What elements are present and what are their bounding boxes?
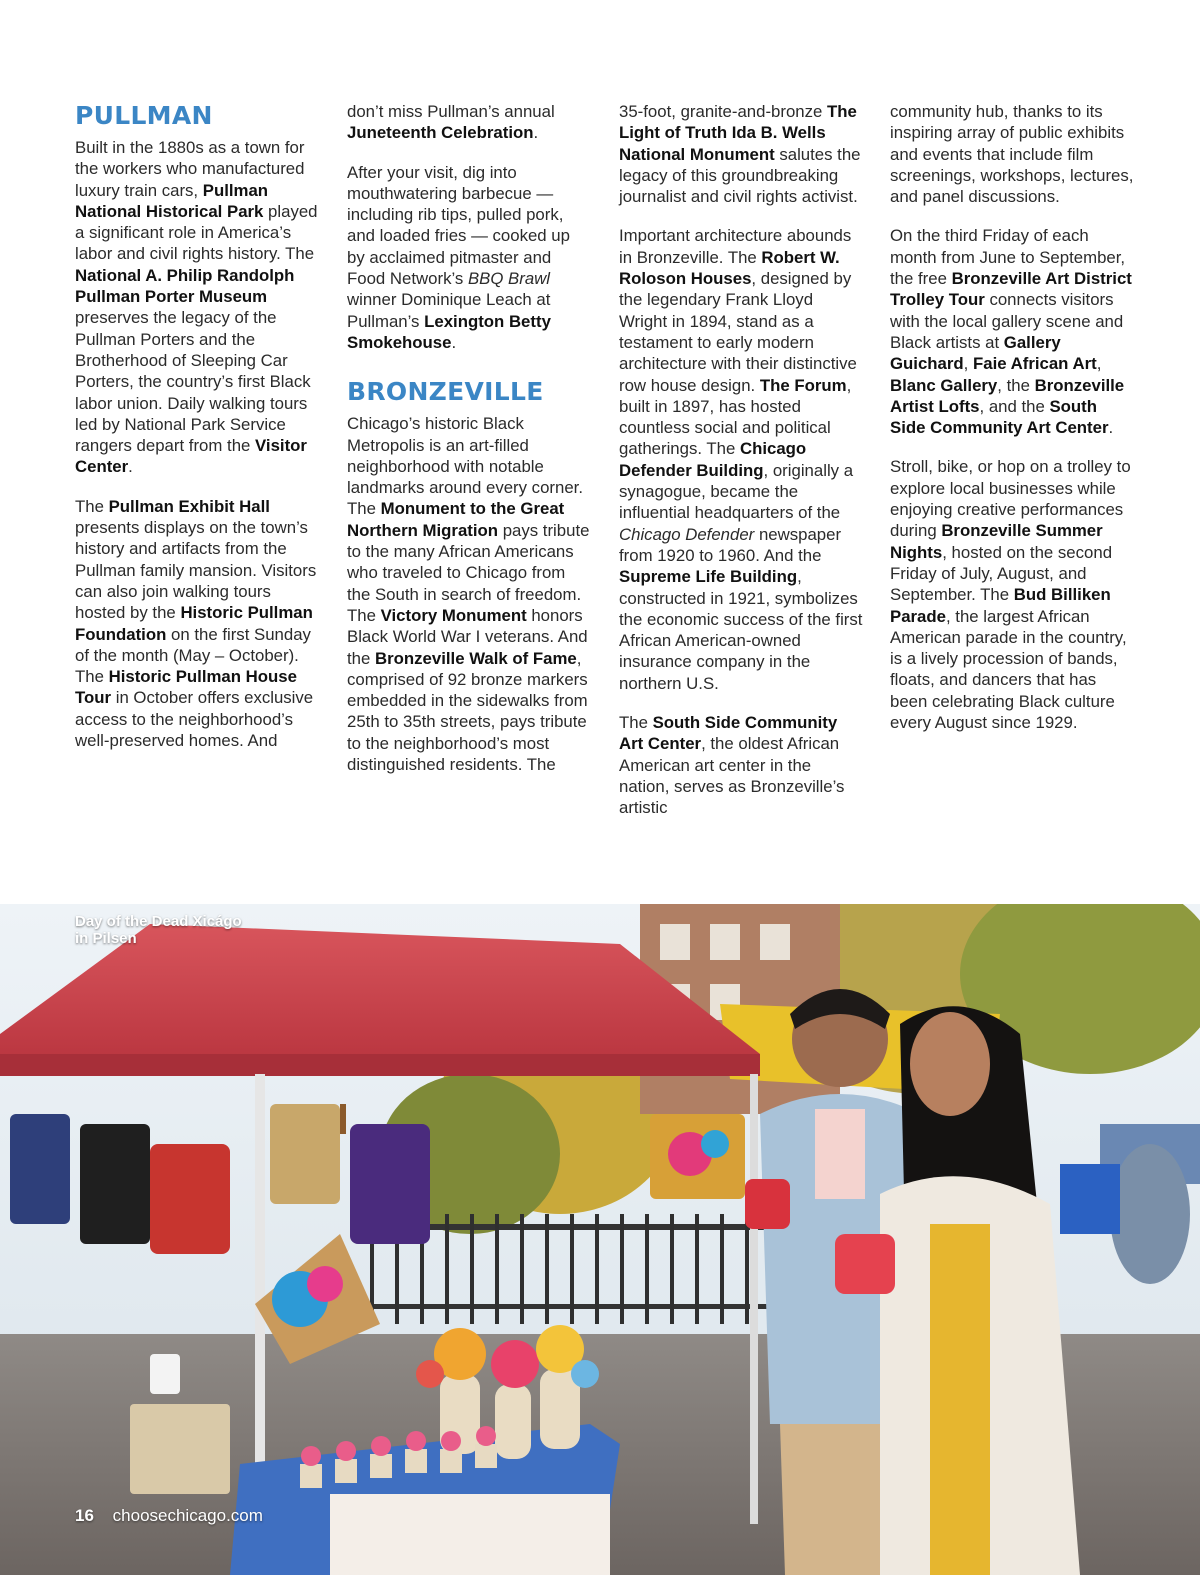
text-run: After your visit, dig into mouthwatering barbecue — including rib tips, pulled pork, and loaded fries — cooked up by acclaimed pitmaster and Food Network’s <box>347 162 570 289</box>
text-run: , and the <box>979 396 1050 416</box>
italic-term: BBQ Brawl <box>467 269 551 289</box>
bold-term: Monument to the Great Northern Migration <box>347 499 565 540</box>
bold-term: Pullman Exhibit Hall <box>108 496 270 516</box>
bold-term: Robert W. Roloson Houses <box>619 247 840 289</box>
section-heading-bronzeville: BRONZEVILLE <box>347 377 544 407</box>
bold-term: Historic Pullman Foundation <box>75 603 313 644</box>
bold-term: Faie African Art <box>973 354 1097 374</box>
bold-term: Juneteenth Celebration <box>347 123 534 143</box>
photo-caption-line-1: Day of the Dead Xicágo <box>75 913 242 930</box>
text-run: newspaper from 1920 to 1960. And the <box>619 524 842 565</box>
photo-caption <box>75 913 242 947</box>
text-run: 35-foot, granite-and-bronze <box>619 102 828 121</box>
bold-term: Historic Pullman House Tour <box>75 667 297 708</box>
text-run: connects visitors with the local gallery scene and Black artists at <box>890 290 1124 352</box>
column-1 <box>75 101 320 769</box>
bold-term: South Side Community Art Center <box>890 396 1109 438</box>
paragraph <box>890 101 1135 207</box>
text-run: . <box>533 123 539 143</box>
text-run: , hosted on the second Friday of July, August, and September. The <box>890 542 1113 605</box>
text-run: , the <box>997 375 1035 395</box>
website-link[interactable]: choosechicago.com <box>112 1506 263 1525</box>
italic-term: Chicago Defender <box>619 524 755 544</box>
bold-term: Chicago Defender Building <box>619 439 807 480</box>
paragraph <box>890 456 1135 733</box>
photo-caption-line-2: in Pilsen <box>75 930 137 947</box>
paragraph <box>347 101 592 144</box>
text-run: , built in 1897, has hosted countless social and political gatherings. The <box>619 375 852 459</box>
text-run: , <box>1096 354 1102 374</box>
bold-term: Bud Billiken Parade <box>890 585 1111 626</box>
text-run: The <box>619 713 653 733</box>
text-run: On the third Friday of each month from June to September, the free <box>890 226 1126 289</box>
bold-term: Gallery Guichard <box>890 332 1061 374</box>
bold-term: Victory Monument <box>380 605 527 625</box>
bold-term: Lexington Betty Smokehouse <box>347 311 551 352</box>
page-number: 16 <box>75 1506 94 1525</box>
text-run: . <box>1108 418 1114 438</box>
bold-term: South Side Community Art Center <box>619 713 838 754</box>
text-run: . <box>128 457 133 477</box>
paragraph <box>75 137 320 478</box>
text-run: in October offers exclusive access to the neighborhood’s well-preserved homes. And <box>75 688 314 751</box>
bold-term: Supreme Life Building <box>619 567 798 587</box>
market-photo <box>0 904 1200 1575</box>
bold-term: National A. Philip Randolph Pullman Porter Museum <box>75 265 295 307</box>
text-run: . <box>451 332 457 352</box>
bold-term: Pullman National Historical Park <box>75 180 269 221</box>
text-run: community hub, thanks to its inspiring array of public exhibits and events that include film screenings, workshops, lectures, and panel discussions. <box>890 102 1134 207</box>
text-run: , the oldest African American art center in the nation, serves as Bronzeville’s artistic <box>619 734 845 818</box>
paragraph <box>75 496 320 752</box>
text-run: , the largest African American parade in the country, is a lively procession of bands, floats, and dancers that has been celebrating Black culture every August since 1929. <box>890 606 1127 733</box>
text-run: , designed by the legendary Frank Lloyd Wright in 1894, stand as a testament to early modern architecture with their distinctive row house design. <box>619 269 857 395</box>
market-photo-illustration <box>0 904 1200 1575</box>
bold-term: Blanc Gallery <box>890 375 998 395</box>
text-run: don’t miss Pullman’s annual <box>347 102 555 121</box>
page-footer <box>75 1506 263 1526</box>
text-run: salutes the legacy of this groundbreaking journalist and civil rights activist. <box>619 144 861 207</box>
text-run: preserves the legacy of the Pullman Porters and the Brotherhood of Sleeping Car Porters, the country’s first Black labor union. Daily walking tours led by National Park Service rangers depart from the <box>75 308 311 456</box>
column-4 <box>890 101 1135 751</box>
bold-term: The Light of Truth Ida B. Wells National Monument <box>619 102 857 164</box>
text-run: Chicago’s historic Black Metropolis is an art-filled neighborhood with notable landmarks around every corner. The <box>347 414 583 519</box>
text-run: pays tribute to the many African Americans who traveled to Chicago from the South in search of freedom. The <box>347 520 590 625</box>
column-3 <box>619 101 864 837</box>
text-run: , <box>963 354 973 374</box>
bold-term: Bronzeville Walk of Fame <box>375 648 577 668</box>
text-run: honors Black World War I veterans. And the <box>347 605 588 668</box>
bold-term: Visitor Center <box>75 436 307 477</box>
text-run: presents displays on the town’s history and artifacts from the Pullman family mansion. Visitors can also join walking tours hosted by the <box>75 518 317 623</box>
text-run: , constructed in 1921, symbolizes the economic success of the first African American-owned insurance company in the northern U.S. <box>619 567 863 693</box>
text-run: , originally a synagogue, became the influential headquarters of the <box>619 460 854 523</box>
bold-term: Bronzeville Artist Lofts <box>890 375 1125 416</box>
paragraph <box>619 225 864 694</box>
text-run: , comprised of 92 bronze markers embedded in the sidewalks from 25th to 35th streets, pays tribute to the neighborhood’s most distinguished residents. The <box>347 648 588 775</box>
bold-term: Bronzeville Summer Nights <box>890 521 1103 562</box>
paragraph <box>619 101 864 207</box>
column-2 <box>347 101 592 793</box>
section-heading-pullman: PULLMAN <box>75 101 213 130</box>
paragraph <box>890 225 1135 438</box>
text-run: Built in the 1880s as a town for the workers who manufactured luxury train cars, <box>75 138 305 200</box>
paragraph <box>347 162 592 354</box>
paragraph <box>347 413 592 775</box>
text-run: on the first Sunday of the month (May – October). The <box>75 624 311 687</box>
text-run: Stroll, bike, or hop on a trolley to explore local businesses while enjoying creative performances during <box>890 457 1131 541</box>
paragraph <box>619 712 864 818</box>
text-run: Important architecture abounds in Bronzeville. The <box>619 226 852 267</box>
text-run: The <box>75 496 109 516</box>
text-run: winner Dominique Leach at Pullman’s <box>347 290 551 331</box>
text-run: played a significant role in America’s labor and civil rights history. The <box>75 201 318 264</box>
bold-term: The Forum <box>759 375 847 395</box>
bold-term: Bronzeville Art District Trolley Tour <box>890 269 1132 310</box>
